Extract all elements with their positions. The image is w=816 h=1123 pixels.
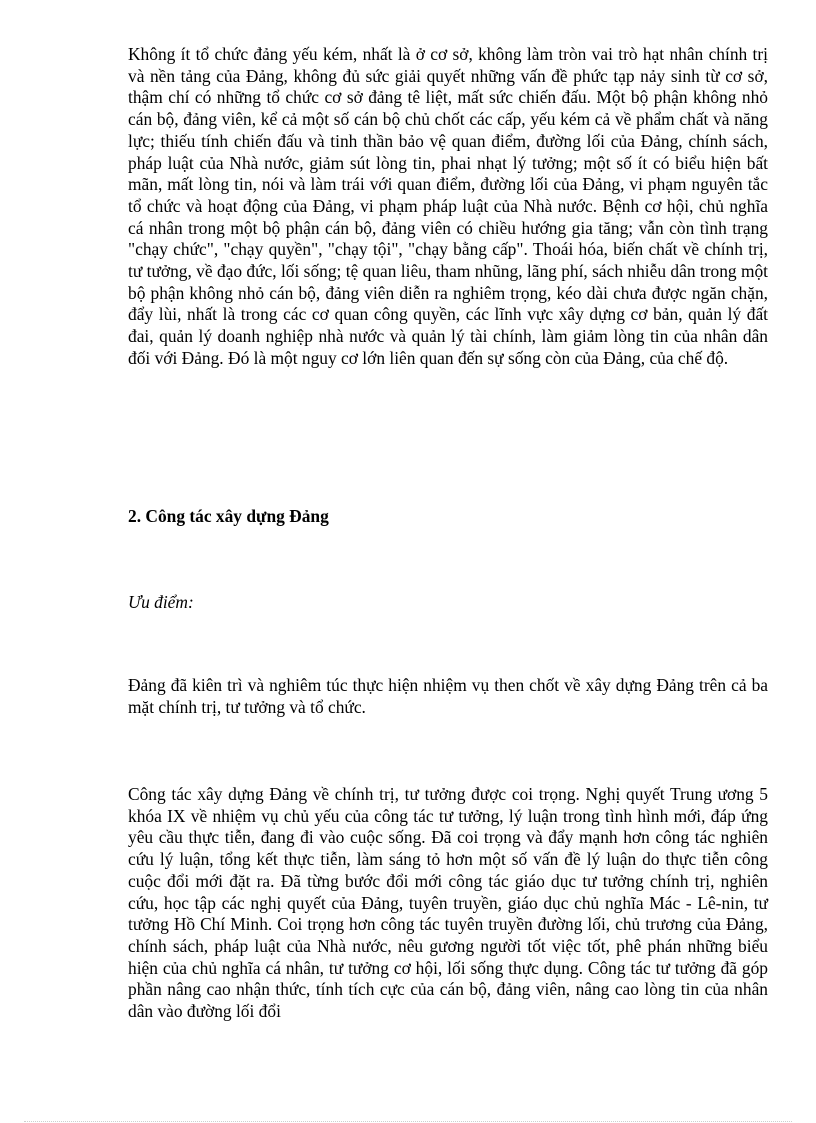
subheading-advantages: Ưu điểm: <box>128 592 194 612</box>
body-paragraph-political-ideology: Công tác xây dựng Đảng về chính trị, tư tưởng được coi trọng. Nghị quyết Trung ương 5 khóa IX về nhiệm vụ chủ yếu của công tác tư tưởng, lý luận trong tình hình mới, đáp ứng yêu cầu thực tiễn, đang đi vào cuộc sống. Đã coi trọng và đẩy mạnh hơn công tác nghiên cứu lý luận, tổng kết thực tiễn, làm sáng tỏ hơn một số vấn đề lý luận do thực tiễn công cuộc đổi mới đặt ra. Đã từng bước đổi mới công tác giáo dục tư tưởng chính trị, nghiên cứu, học tập các nghị quyết của Đảng, tuyên truyền, giáo dục chủ nghĩa Mác - Lê-nin, tư tưởng Hồ Chí Minh. Coi trọng hơn công tác tuyên truyền đường lối, chủ trương của Đảng, chính sách, pháp luật của Nhà nước, nêu gương người tốt việc tốt, phê phán những biểu hiện của chủ nghĩa cá nhân, tư tưởng cơ hội, lối sống thực dụng. Công tác tư tưởng đã góp phần nâng cao nhận thức, tính tích cực của cán bộ, đảng viên, nâng cao lòng tin của nhân dân vào đường lối đổi <box>128 784 768 1022</box>
body-paragraph-commitment: Đảng đã kiên trì và nghiêm túc thực hiện nhiệm vụ then chốt về xây dựng Đảng trên cả ba mặt chính trị, tư tưởng và tổ chức. <box>128 675 768 717</box>
body-paragraph-weaknesses: Không ít tổ chức đảng yếu kém, nhất là ở cơ sở, không làm tròn vai trò hạt nhân chính trị và nền tảng của Đảng, không đủ sức giải quyết những vấn đề phức tạp nảy sinh từ cơ sở, thậm chí có những tổ chức cơ sở đảng tê liệt, mất sức chiến đấu. Một bộ phận không nhỏ cán bộ, đảng viên, kể cả một số cán bộ chủ chốt các cấp, yếu kém cả về phẩm chất và năng lực; thiếu tính chiến đấu và tinh thần bảo vệ quan điểm, đường lối của Đảng, chính sách, pháp luật của Nhà nước, giảm sút lòng tin, phai nhạt lý tưởng; một số ít có biểu hiện bất mãn, mất lòng tin, nói và làm trái với quan điểm, đường lối của Đảng, vi phạm nguyên tắc tổ chức và hoạt động của Đảng, vi phạm pháp luật của Nhà nước. Bệnh cơ hội, chủ nghĩa cá nhân trong một bộ phận cán bộ, đảng viên có chiều hướng gia tăng; vẫn còn tình trạng "chạy chức", "chạy quyền", "chạy tội", "chạy bằng cấp". Thoái hóa, biến chất về chính trị, tư tưởng, về đạo đức, lối sống; tệ quan liêu, tham nhũng, lãng phí, sách nhiễu dân trong một bộ phận không nhỏ cán bộ, đảng viên diễn ra nghiêm trọng, kéo dài chưa được ngăn chặn, đẩy lùi, nhất là trong các cơ quan công quyền, các lĩnh vực xây dựng cơ bản, quản lý đất đai, quản lý doanh nghiệp nhà nước và quản lý tài chính, làm giảm lòng tin của nhân dân đối với Đảng. Đó là một nguy cơ lớn liên quan đến sự sống còn của Đảng, của chế độ. <box>128 44 768 368</box>
section-heading: 2. Công tác xây dựng Đảng <box>128 506 329 526</box>
page-bottom-divider <box>24 1121 792 1122</box>
